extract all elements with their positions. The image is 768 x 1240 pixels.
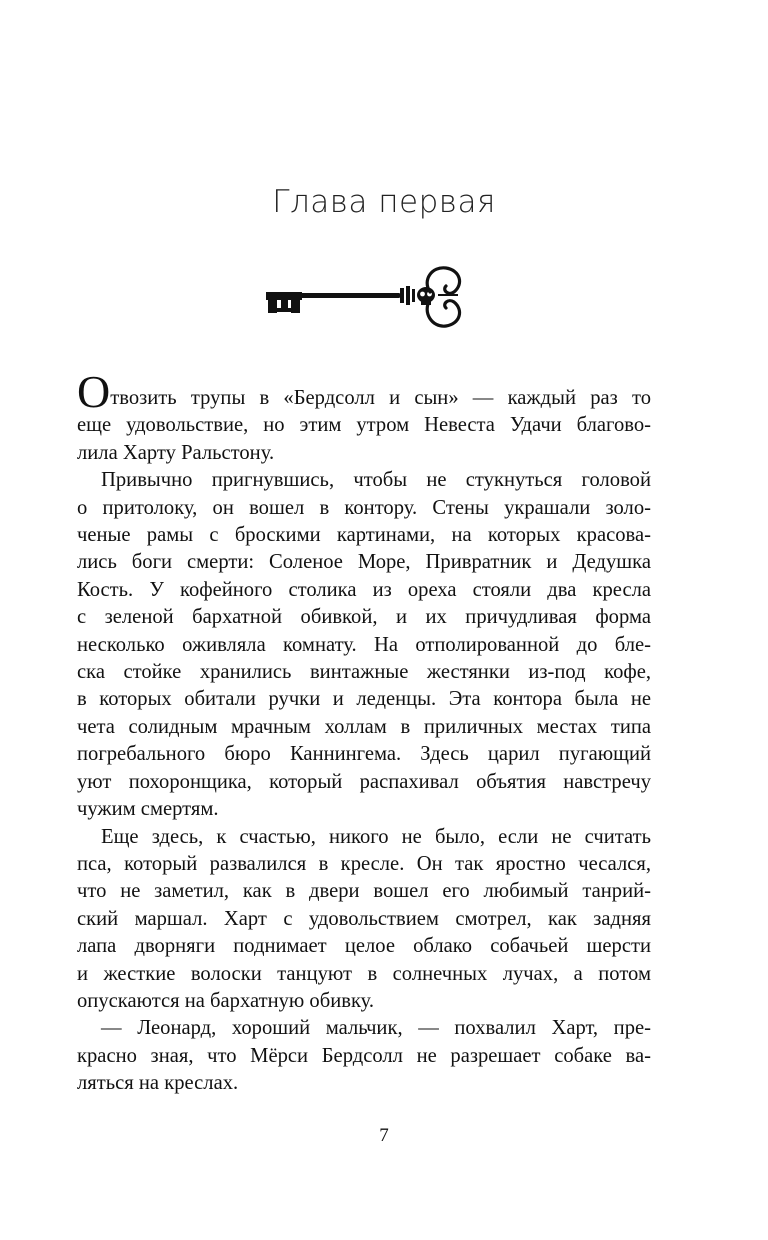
text-line: ский маршал. Харт с удовольствием смотрел, как задняя <box>77 907 651 930</box>
text-line: пса, который развалился в кресле. Он так яростно чесался, <box>77 852 651 875</box>
text-line: Кость. У кофейного столика из ореха стояли два кресла <box>77 578 651 601</box>
text-line: ляться на креслах. <box>77 1072 239 1095</box>
paragraph-3 <box>77 824 651 1016</box>
text-line: Отвозить трупы в «Бердсолл и сын» — каждый раз то <box>77 366 651 417</box>
text-line: в которых обитали ручки и леденцы. Эта контора была не <box>77 688 651 711</box>
text-line: несколько оживляла комнату. На отполированной до бле- <box>77 633 651 656</box>
chapter-title: Глава первая <box>272 184 496 220</box>
text-line: Еще здесь, к счастью, никого не было, если не считать <box>101 825 651 848</box>
paragraph-1 <box>77 366 651 467</box>
text-line: что не заметил, как в двери вошел его любимый танрий- <box>77 880 651 903</box>
paragraph-4 <box>77 1015 651 1097</box>
skeleton-key-icon <box>262 262 472 334</box>
text-line: с зеленой бархатной обивкой, и их причудливая форма <box>77 606 651 629</box>
text-line: лапа дворняги поднимает целое облако собачьей шерсти <box>77 935 651 958</box>
page-number: 7 <box>379 1125 389 1146</box>
text-line: ченые рамы с броскими картинами, на которых красова- <box>77 524 651 547</box>
text-line: чета солидным мрачным холлам в приличных местах типа <box>77 715 651 738</box>
chapter-text <box>77 366 651 1098</box>
text-line: — Леонард, хороший мальчик, — похвалил Харт, пре- <box>101 1017 651 1040</box>
text-line: красно зная, что Мёрси Бердсолл не разрешает собаке ва- <box>77 1044 651 1067</box>
text-line: Привычно пригнувшись, чтобы не стукнуться головой <box>101 469 651 492</box>
text-line: опускаются на бархатную обивку. <box>77 989 375 1012</box>
text-line: ска стойке хранились винтажные жестянки из-под кофе, <box>77 661 651 684</box>
drop-cap: О <box>77 366 111 417</box>
text-line: лись боги смерти: Соленое Море, Привратник и Дедушка <box>77 551 651 574</box>
text-line: погребального бюро Каннингема. Здесь царил пугающий <box>77 743 651 766</box>
text-line: еще удовольствие, но этим утром Невеста Удачи благово- <box>77 414 651 437</box>
text-line: о притолоку, он вошел в контору. Стены украшали золо- <box>77 496 651 519</box>
text-line: и жесткие волоски танцуют в солнечных лучах, а потом <box>77 962 651 985</box>
text-line: лила Харту Ральстону. <box>77 441 275 464</box>
paragraph-2 <box>77 467 651 823</box>
text-line: чужим смертям. <box>77 798 219 821</box>
text-line: уют похоронщика, который распахивал объятия навстречу <box>77 770 651 793</box>
